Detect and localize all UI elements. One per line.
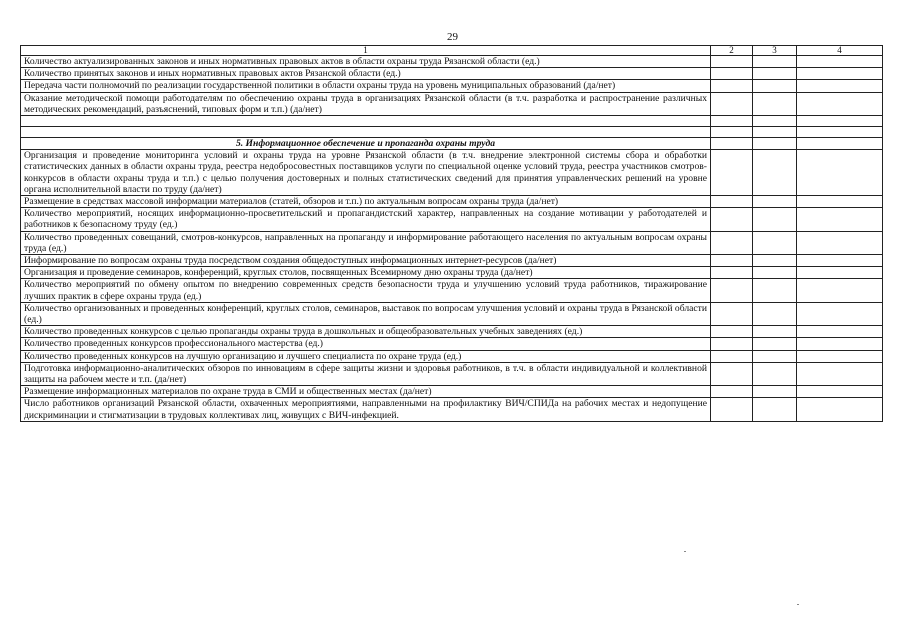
row-text: Количество мероприятий, носящих информационно-просветительский и пропагандистский характер, направленных на создание мотивации у работодателей и работников к безопасному труду (ед.) — [21, 208, 711, 231]
row-text: Количество актуализированных законов и иных нормативных правовых актов в области охраны труда Рязанской области (ед.) — [21, 56, 711, 68]
table-header-row — [21, 46, 883, 56]
row-text: Число работников организаций Рязанской области, охваченных мероприятиями, направленными на профилактику ВИЧ/СПИДа на рабочих местах и недопущение дискриминации и стигматизации в трудовых коллективах лиц, живущих с ВИЧ-инфекцией. — [21, 398, 711, 421]
row-text: Количество проведенных конкурсов на лучшую организацию и лучшего специалиста по охране труда (ед.) — [21, 350, 711, 362]
header-col-1: 1 — [21, 46, 711, 56]
table-row — [21, 338, 883, 350]
row-text: Организация и проведение семинаров, конференций, круглых столов, посвященных Всемирному дню охраны труда (да/нет) — [21, 267, 711, 279]
table-row — [21, 196, 883, 208]
table-row — [21, 386, 883, 398]
table-row — [21, 267, 883, 279]
row-text: Организация и проведение мониторинга условий и охраны труда на уровне Рязанской области (в т.ч. внедрение электронной системы сбора и обработки статистических данных в области охраны труда, реестра недобросовестных поставщиков услуги по специальной оценке условий труда, реестра участников смотров-конкурсов в области охраны труда и т.п.) с целью получения достоверных и полных статистических сведений для принятия управленческих решений на уровне органа исполнительной власти по труду (да/нет) — [21, 150, 711, 196]
table-row — [21, 362, 883, 385]
table-row — [21, 302, 883, 325]
header-col-3: 3 — [753, 46, 797, 56]
table-row — [21, 80, 883, 92]
row-text: Оказание методической помощи работодателям по обеспечению охраны труда в организациях Рязанской области (в т.ч. разработка и распространение различных методических рекомендаций, разъяснений, типовых форм и т.п.) (да/нет) — [21, 92, 711, 115]
table-row — [21, 68, 883, 80]
row-text: Количество проведенных конкурсов с целью пропаганды охраны труда в дошкольных и общеобразовательных учебных заведениях (ед.) — [21, 326, 711, 338]
empty-row — [21, 127, 883, 138]
page-number: 29 — [447, 31, 458, 43]
row-text: Количество принятых законов и иных нормативных правовых актов Рязанской области (ед.) — [21, 68, 711, 80]
header-col-2: 2 — [711, 46, 753, 56]
row-text: Размещение информационных материалов по охране труда в СМИ и общественных местах (да/нет) — [21, 386, 711, 398]
table-row — [21, 279, 883, 302]
row-text: Размещение в средствах массовой информации материалов (статей, обзоров и т.п.) по актуальным вопросам охраны труда (да/нет) — [21, 196, 711, 208]
empty-row — [21, 116, 883, 127]
row-text: Количество проведенных совещаний, смотров-конкурсов, направленных на пропаганду и информирование работающего населения по актуальным вопросам охраны труда (ед.) — [21, 231, 711, 254]
scan-speck — [797, 604, 799, 605]
row-text: Информирование по вопросам охраны труда посредством создания общедоступных информационных интернет-ресурсов (да/нет) — [21, 255, 711, 267]
section-title: 5. Информационное обеспечение и пропаганда охраны труда — [21, 138, 711, 150]
row-text: Количество организованных и проведенных конференций, круглых столов, семинаров, выставок по вопросам улучшения условий и охраны труда в Рязанской области (ед.) — [21, 302, 711, 325]
scan-speck — [684, 551, 686, 552]
row-text: Количество проведенных конкурсов профессионального мастерства (ед.) — [21, 338, 711, 350]
table-row — [21, 150, 883, 196]
table-row — [21, 92, 883, 115]
indicators-table — [20, 45, 883, 422]
header-col-4: 4 — [797, 46, 883, 56]
table-row — [21, 350, 883, 362]
section-header-row — [21, 138, 883, 150]
row-text: Передача части полномочий по реализации государственной политики в области охраны труда на уровень муниципальных образований (да/нет) — [21, 80, 711, 92]
row-text: Количество мероприятий по обмену опытом по внедрению современных средств безопасности труда и улучшению условий труда работников, тиражирование лучших практик в сфере охраны труда (ед.) — [21, 279, 711, 302]
table-row — [21, 231, 883, 254]
table-row — [21, 398, 883, 421]
table-row — [21, 208, 883, 231]
table-row — [21, 56, 883, 68]
row-text: Подготовка информационно-аналитических обзоров по инновациям в сфере защиты жизни и здоровья работников, в т.ч. в области индивидуальной и коллективной защиты на рабочем месте и т.п. (да/нет) — [21, 362, 711, 385]
table-row — [21, 326, 883, 338]
table-row — [21, 255, 883, 267]
